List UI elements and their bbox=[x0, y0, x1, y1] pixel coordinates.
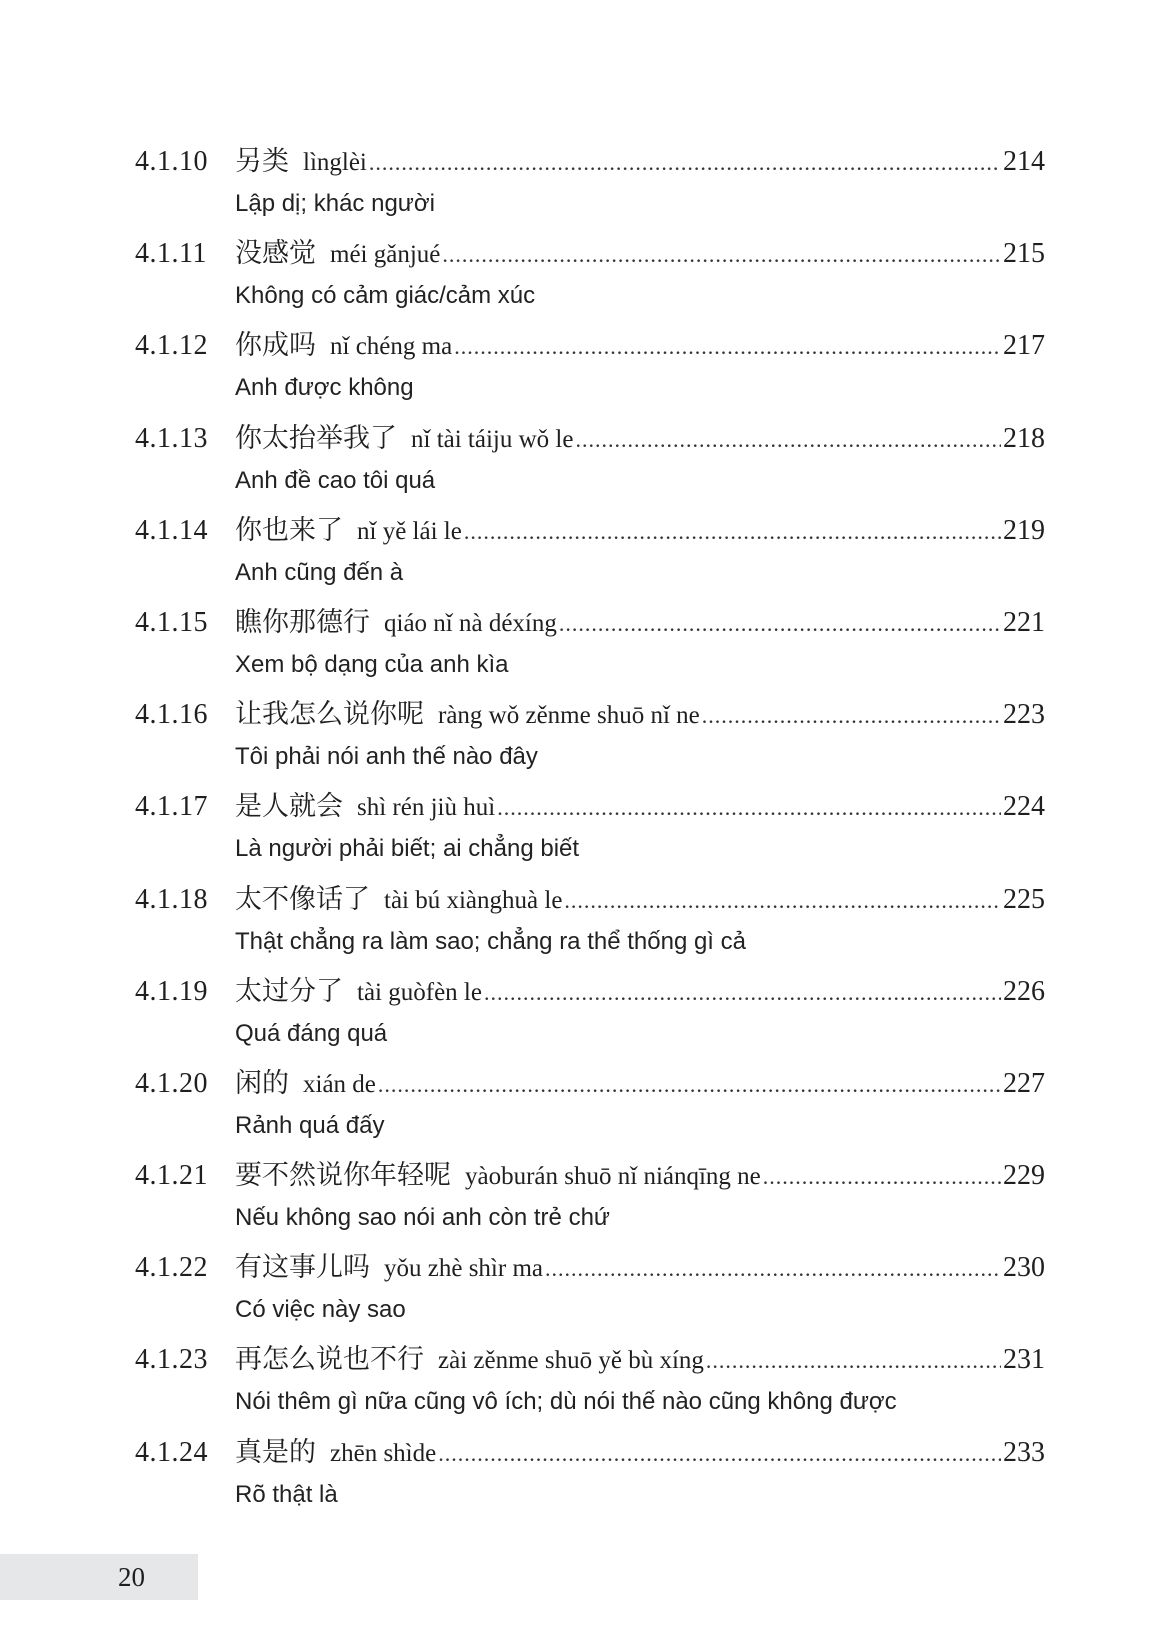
chinese-phrase: 要不然说你年轻呢 bbox=[235, 1160, 451, 1192]
toc-entry-line bbox=[135, 1062, 1045, 1106]
dot-leader bbox=[369, 141, 1001, 185]
page-number: 231 bbox=[1003, 1344, 1045, 1376]
vietnamese-meaning: Quá đáng quá bbox=[235, 1019, 388, 1047]
toc-entry bbox=[135, 970, 1045, 1062]
pinyin: nǐ yě lái le bbox=[357, 517, 462, 545]
table-of-contents bbox=[135, 140, 1045, 1523]
entry-number: 4.1.24 bbox=[135, 1436, 208, 1468]
toc-entry-line bbox=[135, 1246, 1045, 1290]
toc-entry-line bbox=[135, 417, 1045, 461]
chinese-phrase: 太过分了 bbox=[235, 975, 343, 1007]
pinyin: tài bú xiànghuà le bbox=[384, 886, 563, 914]
entry-number: 4.1.19 bbox=[135, 975, 208, 1007]
dot-leader bbox=[378, 1063, 1001, 1107]
vietnamese-meaning: Có việc này sao bbox=[235, 1296, 406, 1324]
dot-leader bbox=[454, 325, 1001, 369]
toc-entry bbox=[135, 1338, 1045, 1430]
chinese-phrase: 太不像话了 bbox=[235, 883, 370, 915]
page-number: 218 bbox=[1003, 422, 1045, 454]
dot-leader bbox=[438, 1432, 1001, 1476]
chinese-phrase: 再怎么说也不行 bbox=[235, 1344, 424, 1376]
toc-entry-line bbox=[135, 970, 1045, 1014]
page-number: 223 bbox=[1003, 699, 1045, 731]
dot-leader bbox=[575, 418, 1001, 462]
vietnamese-meaning: Xem bộ dạng của anh kìa bbox=[235, 650, 509, 678]
dot-leader bbox=[442, 233, 1001, 277]
chinese-phrase: 没感觉 bbox=[235, 238, 316, 270]
page-number: 221 bbox=[1003, 606, 1045, 638]
entry-number: 4.1.22 bbox=[135, 1252, 208, 1284]
pinyin: méi gǎnjué bbox=[330, 241, 441, 269]
vietnamese-meaning: Anh được không bbox=[235, 374, 414, 402]
vietnamese-meaning: Lập dị; khác người bbox=[235, 190, 435, 217]
vietnamese-meaning: Là người phải biết; ai chẳng biết bbox=[235, 835, 580, 863]
toc-entry-line bbox=[135, 324, 1045, 368]
toc-entry bbox=[135, 1062, 1045, 1154]
pinyin: lìnglèi bbox=[303, 149, 367, 176]
dot-leader bbox=[484, 971, 1001, 1015]
dot-leader bbox=[545, 1247, 1001, 1291]
chinese-phrase: 让我怎么说你呢 bbox=[235, 699, 424, 731]
pinyin: shì rén jiù huì bbox=[357, 794, 496, 822]
chinese-phrase: 瞧你那德行 bbox=[235, 606, 370, 638]
pinyin: nǐ tài táiju wǒ le bbox=[411, 425, 574, 453]
chinese-phrase: 有这事儿吗 bbox=[235, 1252, 370, 1284]
entry-number: 4.1.21 bbox=[135, 1160, 208, 1192]
vietnamese-meaning: Nếu không sao nói anh còn trẻ chứ bbox=[235, 1204, 610, 1232]
pinyin: zhēn shìde bbox=[330, 1439, 437, 1467]
vietnamese-meaning: Tôi phải nói anh thế nào đây bbox=[235, 743, 538, 771]
vietnamese-meaning: Rảnh quá đấy bbox=[235, 1111, 385, 1139]
toc-entry bbox=[135, 1246, 1045, 1338]
toc-entry bbox=[135, 324, 1045, 416]
pinyin: qiáo nǐ nà déxíng bbox=[384, 609, 557, 637]
entry-number: 4.1.18 bbox=[135, 883, 208, 915]
page-number: 225 bbox=[1003, 883, 1045, 915]
dot-leader bbox=[559, 602, 1001, 646]
entry-number: 4.1.10 bbox=[135, 146, 208, 177]
pinyin: tài guòfèn le bbox=[357, 978, 482, 1006]
chinese-phrase: 是人就会 bbox=[235, 791, 343, 823]
page-number: 215 bbox=[1003, 238, 1045, 270]
toc-entry bbox=[135, 601, 1045, 693]
page-number: 217 bbox=[1003, 330, 1045, 362]
dot-leader bbox=[464, 510, 1001, 554]
pinyin: xián de bbox=[303, 1070, 376, 1098]
vietnamese-meaning: Anh đề cao tôi quá bbox=[235, 466, 436, 494]
entry-number: 4.1.20 bbox=[135, 1067, 208, 1099]
toc-entry bbox=[135, 693, 1045, 785]
entry-number: 4.1.17 bbox=[135, 791, 208, 823]
entry-number: 4.1.16 bbox=[135, 699, 208, 731]
pinyin: yǒu zhè shìr ma bbox=[384, 1255, 543, 1283]
page-number: 224 bbox=[1003, 791, 1045, 823]
chinese-phrase: 你也来了 bbox=[235, 514, 343, 546]
toc-entry-line bbox=[135, 785, 1045, 829]
toc-entry bbox=[135, 785, 1045, 877]
entry-number: 4.1.14 bbox=[135, 514, 208, 546]
vietnamese-meaning: Anh cũng đến à bbox=[235, 558, 404, 586]
toc-entry-line bbox=[135, 601, 1045, 645]
page-number: 226 bbox=[1003, 975, 1045, 1007]
entry-number: 4.1.12 bbox=[135, 330, 208, 362]
toc-entry-line bbox=[135, 878, 1045, 922]
toc-entry bbox=[135, 232, 1045, 324]
page-number: 229 bbox=[1003, 1160, 1045, 1192]
vietnamese-meaning: Thật chẳng ra làm sao; chẳng ra thể thống gì cả bbox=[235, 927, 746, 955]
chinese-phrase: 闲的 bbox=[235, 1067, 289, 1099]
toc-entry-line bbox=[135, 232, 1045, 276]
chinese-phrase: 真是的 bbox=[235, 1436, 316, 1468]
page-number: 227 bbox=[1003, 1067, 1045, 1099]
folio-background bbox=[0, 1554, 198, 1600]
entry-number: 4.1.11 bbox=[135, 238, 207, 270]
toc-entry-line bbox=[135, 509, 1045, 553]
page-folio-number: 20 bbox=[118, 1562, 145, 1592]
entry-number: 4.1.15 bbox=[135, 606, 208, 638]
dot-leader bbox=[702, 694, 1001, 738]
chinese-phrase: 你太抬举我了 bbox=[235, 422, 397, 454]
page-number: 233 bbox=[1003, 1436, 1045, 1468]
page-number: 219 bbox=[1003, 514, 1045, 546]
toc-entry bbox=[135, 417, 1045, 509]
entry-number: 4.1.13 bbox=[135, 422, 208, 454]
pinyin: yàoburán shuō nǐ niánqīng ne bbox=[465, 1163, 761, 1191]
chinese-phrase: 另类 bbox=[235, 146, 289, 177]
dot-leader bbox=[564, 879, 1001, 923]
toc-entry-line bbox=[135, 1338, 1045, 1382]
entry-number: 4.1.23 bbox=[135, 1344, 208, 1376]
page-number: 230 bbox=[1003, 1252, 1045, 1284]
toc-entry bbox=[135, 1154, 1045, 1246]
dot-leader bbox=[763, 1155, 1001, 1199]
pinyin: zài zěnme shuō yě bù xíng bbox=[438, 1347, 704, 1375]
vietnamese-meaning: Rõ thật là bbox=[235, 1480, 338, 1508]
chinese-phrase: 你成吗 bbox=[235, 330, 316, 362]
pinyin: ràng wǒ zěnme shuō nǐ ne bbox=[438, 702, 700, 730]
toc-entry bbox=[135, 1431, 1045, 1523]
page-number: 214 bbox=[1003, 146, 1045, 177]
toc-entry-line bbox=[135, 140, 1045, 184]
toc-entry-line bbox=[135, 693, 1045, 737]
dot-leader bbox=[497, 786, 1001, 830]
toc-entry-line bbox=[135, 1431, 1045, 1475]
dot-leader bbox=[706, 1339, 1001, 1383]
pinyin: nǐ chéng ma bbox=[330, 333, 453, 361]
toc-entry-line bbox=[135, 1154, 1045, 1198]
toc-entry bbox=[135, 878, 1045, 970]
toc-entry bbox=[135, 509, 1045, 601]
toc-entry bbox=[135, 140, 1045, 232]
vietnamese-meaning: Nói thêm gì nữa cũng vô ích; dù nói thế nào cũng không được bbox=[235, 1388, 897, 1416]
vietnamese-meaning: Không có cảm giác/cảm xúc bbox=[235, 282, 536, 310]
